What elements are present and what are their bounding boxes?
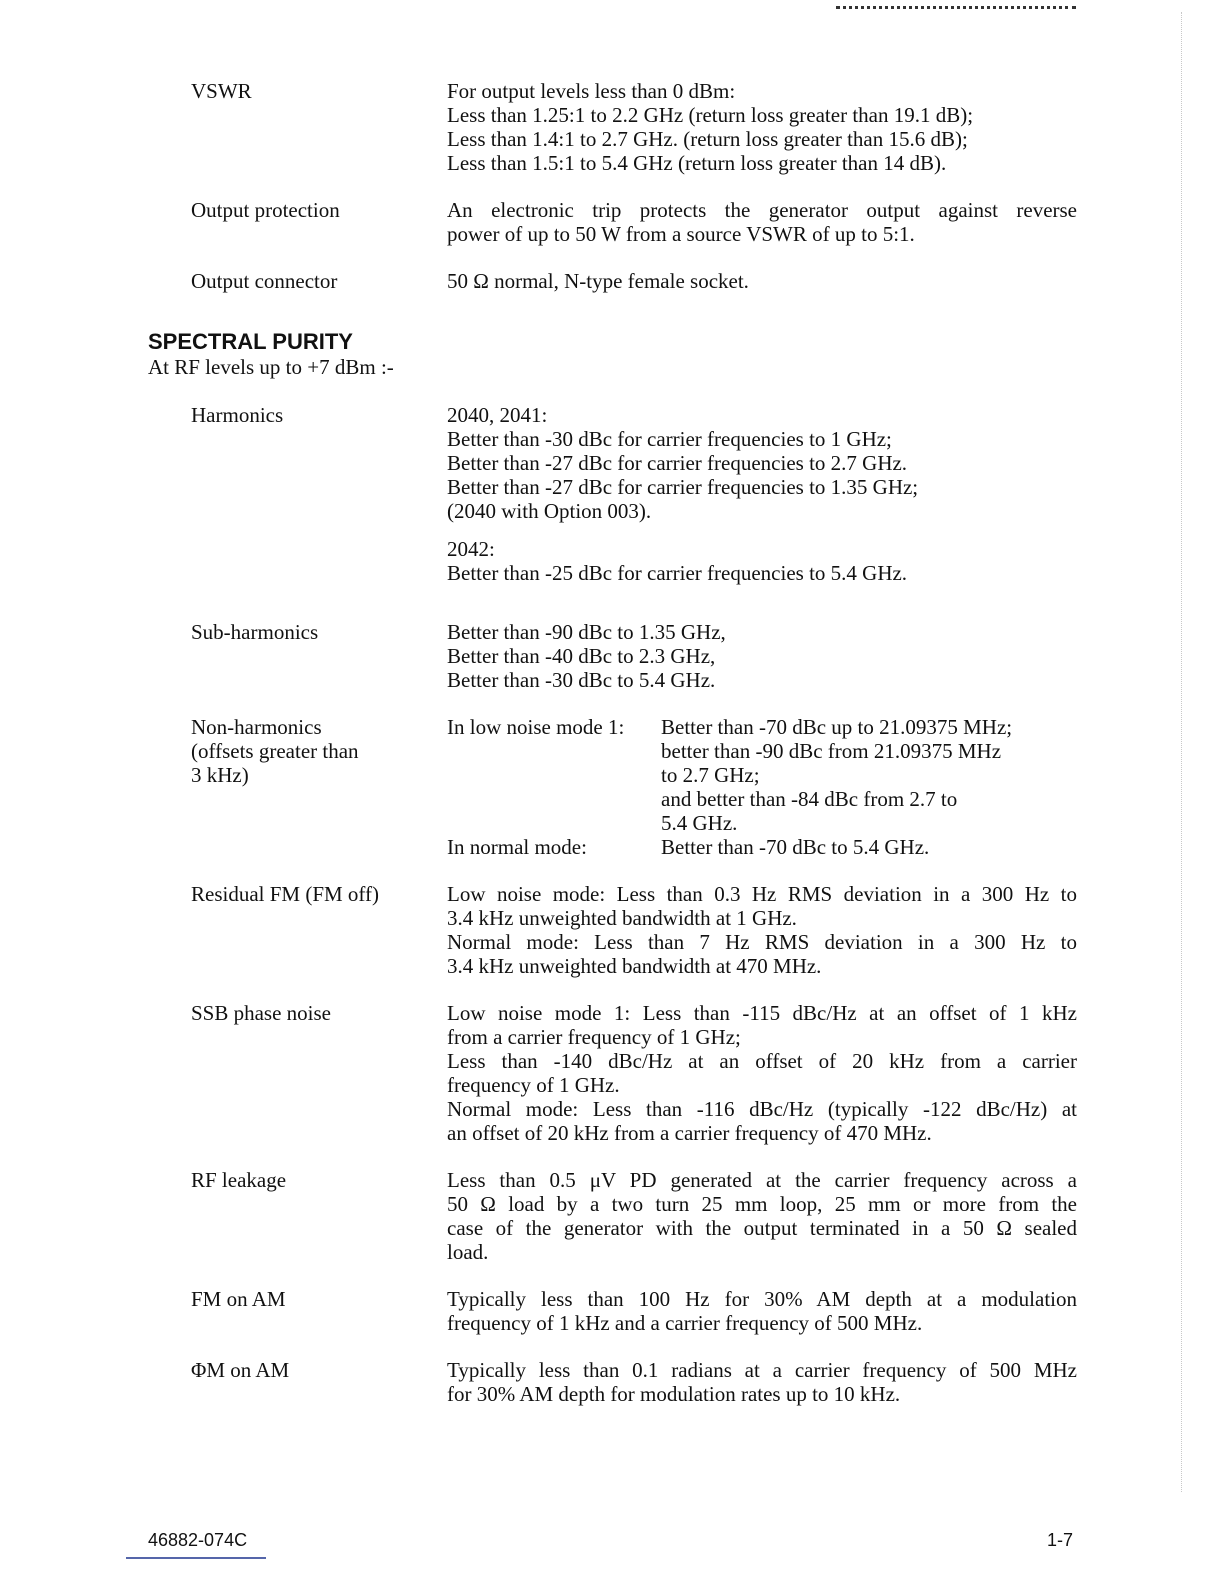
spec-label-residual-fm: Residual FM (FM off)	[191, 882, 380, 906]
spec-label-phim-on-am: ΦM on AM	[191, 1358, 290, 1382]
spec-value-harmonics-2040-2041: 2040, 2041: Better than -30 dBc for carrier frequencies to 1 GHz; Better than -27 dBc for carrier frequencies to 2.7 GHz. Better than -27 dBc for carrier frequencies to 1.35 GHz; (2040 with Option 003).	[447, 403, 919, 523]
section-title: SPECTRAL PURITY	[148, 329, 353, 354]
spec-value-rf-leakage: Less than 0.5 μV PD generated at the carrier frequency across a 50 Ω load by a two turn 25 mm loop, 25 mm or more from the case of the generator with the output terminated in a 50 Ω sealed load.	[447, 1168, 1077, 1264]
spec-label-vswr: VSWR	[191, 79, 252, 103]
spec-label-harmonics: Harmonics	[191, 403, 284, 427]
non-harmonics-normal-value: Better than -70 dBc to 5.4 GHz.	[661, 835, 930, 859]
spec-label-output-connector: Output connector	[191, 269, 338, 293]
spec-label-ssb-phase-noise: SSB phase noise	[191, 1001, 332, 1025]
spec-label-rf-leakage: RF leakage	[191, 1168, 287, 1192]
spec-value-ssb-phase-noise: Low noise mode 1: Less than -115 dBc/Hz at an offset of 1 kHz from a carrier frequency of 1 GHz; Less than -140 dBc/Hz at an offset of 20 kHz from a carrier frequency of 1 GHz. Normal mode: Less than -116 dBc/Hz (typically -122 dBc/Hz) at an offset of 20 kHz from a carrier frequency of 470 MHz.	[447, 1001, 1077, 1145]
footer-page-number: 1-7	[1047, 1530, 1074, 1550]
spec-value-fm-on-am: Typically less than 100 Hz for 30% AM depth at a modulation frequency of 1 kHz and a carrier frequency of 500 MHz.	[447, 1287, 1077, 1335]
non-harmonics-low-noise-mode: In low noise mode 1:	[447, 715, 625, 739]
non-harmonics-normal-mode: In normal mode:	[447, 835, 587, 859]
scan-edge-line	[1181, 12, 1182, 1492]
section-subtitle: At RF levels up to +7 dBm :-	[148, 355, 394, 379]
footer-document-number: 46882-074C	[148, 1530, 248, 1550]
footer-rule	[126, 1557, 266, 1559]
spec-value-harmonics-2042: 2042: Better than -25 dBc for carrier frequencies to 5.4 GHz.	[447, 537, 908, 585]
spec-label-output-protection: Output protection	[191, 198, 340, 222]
spec-value-output-connector: 50 Ω normal, N-type female socket.	[447, 269, 749, 293]
header-rule	[836, 6, 1076, 13]
spec-value-residual-fm: Low noise mode: Less than 0.3 Hz RMS deviation in a 300 Hz to 3.4 kHz unweighted bandwidth at 1 GHz. Normal mode: Less than 7 Hz RMS deviation in a 300 Hz to 3.4 kHz unweighted bandwidth at 470 MHz.	[447, 882, 1077, 978]
spec-value-output-protection: An electronic trip protects the generator output against reverse power of up to 50 W from a source VSWR of up to 5:1.	[447, 198, 1077, 246]
spec-label-fm-on-am: FM on AM	[191, 1287, 286, 1311]
spec-label-sub-harmonics: Sub-harmonics	[191, 620, 319, 644]
spec-value-sub-harmonics: Better than -90 dBc to 1.35 GHz, Better than -40 dBc to 2.3 GHz, Better than -30 dBc to 5.4 GHz.	[447, 620, 726, 692]
spec-value-vswr: For output levels less than 0 dBm: Less than 1.25:1 to 2.2 GHz (return loss greater than 19.1 dB); Less than 1.4:1 to 2.7 GHz. (return loss greater than 15.6 dB); Less than 1.5:1 to 5.4 GHz (return loss greater than 14 dB).	[447, 79, 974, 175]
spec-label-non-harmonics: Non-harmonics (offsets greater than 3 kHz)	[191, 715, 359, 787]
spec-value-phim-on-am: Typically less than 0.1 radians at a carrier frequency of 500 MHz for 30% AM depth for modulation rates up to 10 kHz.	[447, 1358, 1077, 1406]
non-harmonics-low-noise-value: Better than -70 dBc up to 21.09375 MHz; better than -90 dBc from 21.09375 MHz to 2.7 GHz; and better than -84 dBc from 2.7 to 5.4 GHz.	[661, 715, 1013, 835]
